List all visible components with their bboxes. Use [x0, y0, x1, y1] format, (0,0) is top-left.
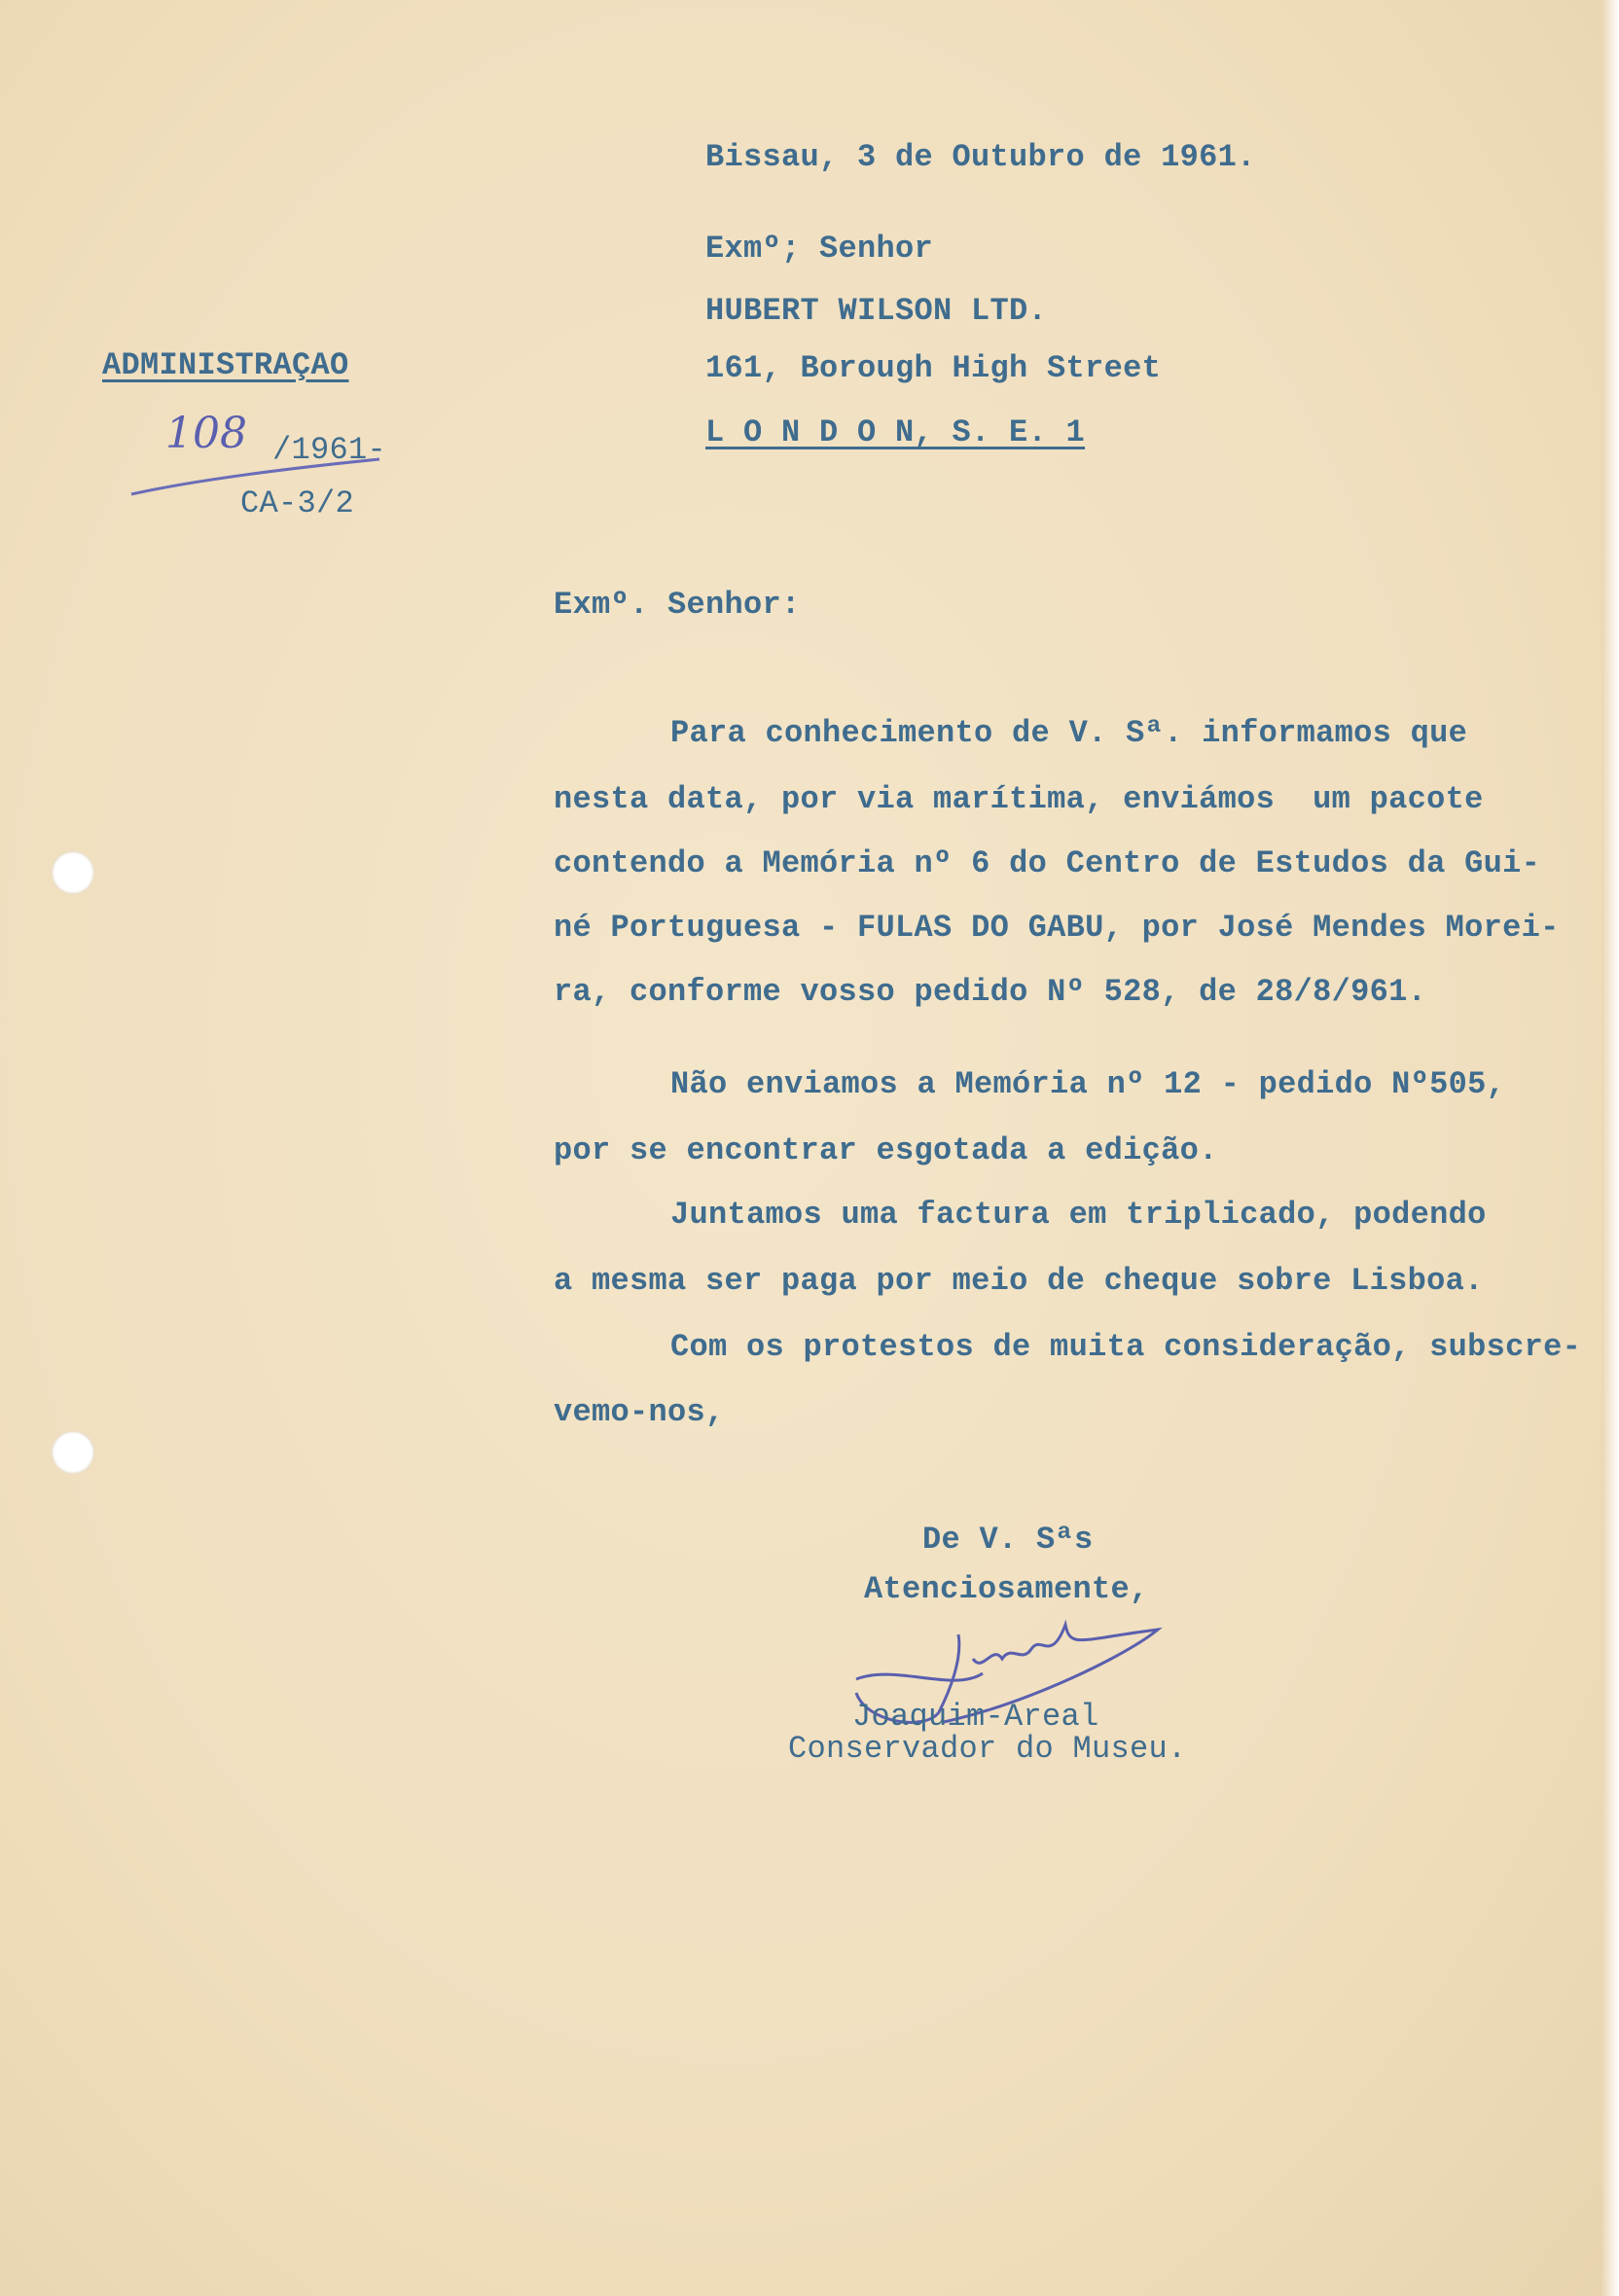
body-line: Não enviamos a Memória nº 12 - pedido Nº505,: [670, 1066, 1506, 1102]
body-line: né Portuguesa - FULAS DO GABU, por José Mendes Morei-: [554, 910, 1560, 946]
reference-year: /1961-: [272, 432, 387, 468]
reference-number: 108: [165, 409, 247, 458]
signatory-title: Conservador do Museu.: [788, 1731, 1187, 1767]
closing-line: Atenciosamente,: [864, 1571, 1149, 1607]
body-line: a mesma ser paga por meio de cheque sobre Lisboa.: [554, 1263, 1484, 1299]
body-line: vemo-nos,: [554, 1394, 725, 1430]
body-line: nesta data, por via marítima, enviámos um pacote: [554, 781, 1484, 817]
recipient-city: L O N D O N, S. E. 1: [705, 414, 1086, 450]
punch-hole: [52, 1431, 94, 1474]
body-line: contendo a Memória nº 6 do Centro de Estudos da Gui-: [554, 845, 1541, 881]
department-label: ADMINISTRAÇAO: [102, 347, 349, 383]
paper-edge: [1601, 0, 1619, 2296]
body-line: Para conhecimento de V. Sª. informamos que: [670, 715, 1468, 751]
signatory-name: Joaquim-Areal: [852, 1699, 1099, 1735]
closing-line: De V. Sªs: [922, 1522, 1094, 1558]
body-line: ra, conforme vosso pedido Nº 528, de 28/8/961.: [554, 974, 1427, 1010]
body-line: por se encontrar esgotada a edição.: [554, 1132, 1218, 1168]
greeting: Exmº. Senhor:: [554, 587, 801, 623]
body-line: Com os protestos de muita consideração, subscre-: [670, 1329, 1582, 1365]
punch-hole: [52, 851, 94, 894]
recipient-street: 161, Borough High Street: [705, 350, 1162, 386]
date-line: Bissau, 3 de Outubro de 1961.: [705, 139, 1256, 175]
recipient-name: HUBERT WILSON LTD.: [705, 293, 1048, 329]
recipient-salutation: Exmº; Senhor: [705, 231, 934, 267]
body-line: Juntamos uma factura em triplicado, podendo: [670, 1197, 1487, 1233]
file-code: CA-3/2: [240, 485, 355, 521]
